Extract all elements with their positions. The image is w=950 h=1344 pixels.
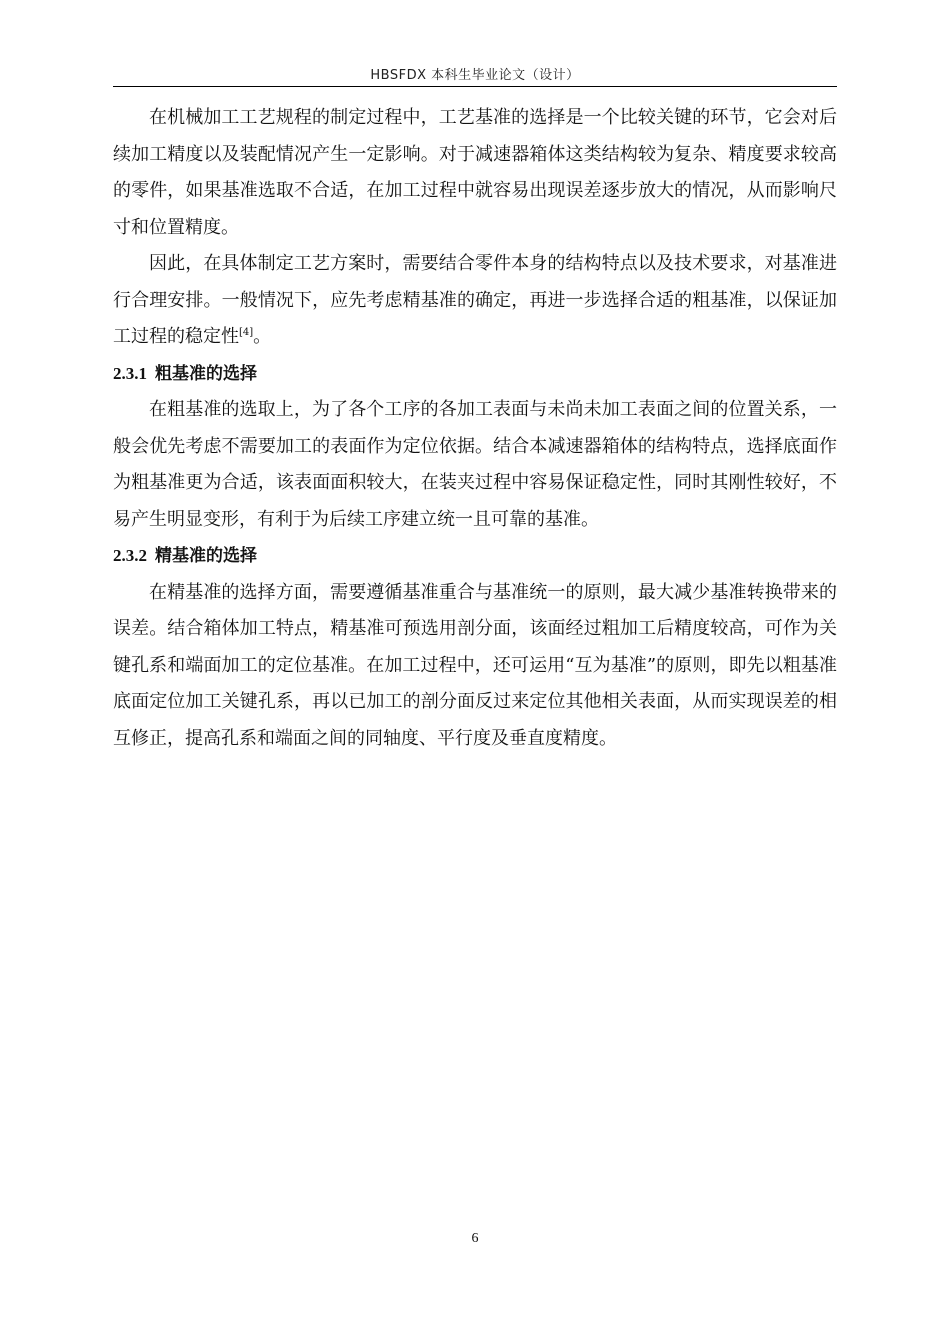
paragraph-4: 在精基准的选择方面，需要遵循基准重合与基准统一的原则，最大减少基准转换带来的误差。结合箱体加工特点，精基准可预选用剖分面，该面经过粗加工后精度较高，可作为关键孔系和端面加工的定位基准。在加工过程中，还可运用“互为基准”的原则，即先以粗基准底面定位加工关键孔系，再以已加工的剖分面反过来定位其他相关表面，从而实现误差的相互修正，提高孔系和端面之间的同轴度、平行度及垂直度精度。 (113, 581, 837, 749)
section-number: 2.3.2 (113, 546, 147, 565)
citation-ref: [4] (239, 327, 254, 338)
page-content (113, 100, 837, 757)
paragraph-3: 在粗基准的选取上，为了各个工序的各加工表面与未尚未加工表面之间的位置关系，一般会优先考虑不需要加工的表面作为定位依据。结合本减速器箱体的结构特点，选择底面作为粗基准更为合适，该表面面积较大，在装夹过程中容易保证稳定性，同时其刚性较好，不易产生明显变形，有利于为后续工序建立统一且可靠的基准。 (113, 399, 837, 530)
running-header: HBSFDX 本科生毕业论文（设计） (370, 68, 580, 83)
paragraph-2-text: 因此，在具体制定工艺方案时，需要结合零件本身的结构特点以及技术要求，对基准进行合理安排。一般情况下，应先考虑精基准的确定，再进一步选择合适的粗基准，以保证加工过程的稳定性 (113, 253, 837, 347)
section-title: 精基准的选择 (155, 546, 257, 566)
section-heading-2-3-2 (113, 538, 837, 575)
paragraph-2 (113, 246, 837, 356)
paragraph-2-end: 。 (253, 326, 272, 347)
section-heading-2-3-1 (113, 356, 837, 393)
section-number: 2.3.1 (113, 363, 147, 383)
section-title: 粗基准的选择 (155, 363, 257, 384)
page-number: 6 (471, 1231, 479, 1246)
paragraph-1: 在机械加工工艺规程的制定过程中，工艺基准的选择是一个比较关键的环节，它会对后续加工精度以及装配情况产生一定影响。对于减速器箱体这类结构较为复杂、精度要求较高的零件，如果基准选取不合适，在加工过程中就容易出现误差逐步放大的情况，从而影响尺寸和位置精度。 (113, 107, 837, 238)
header-rule (113, 86, 837, 87)
